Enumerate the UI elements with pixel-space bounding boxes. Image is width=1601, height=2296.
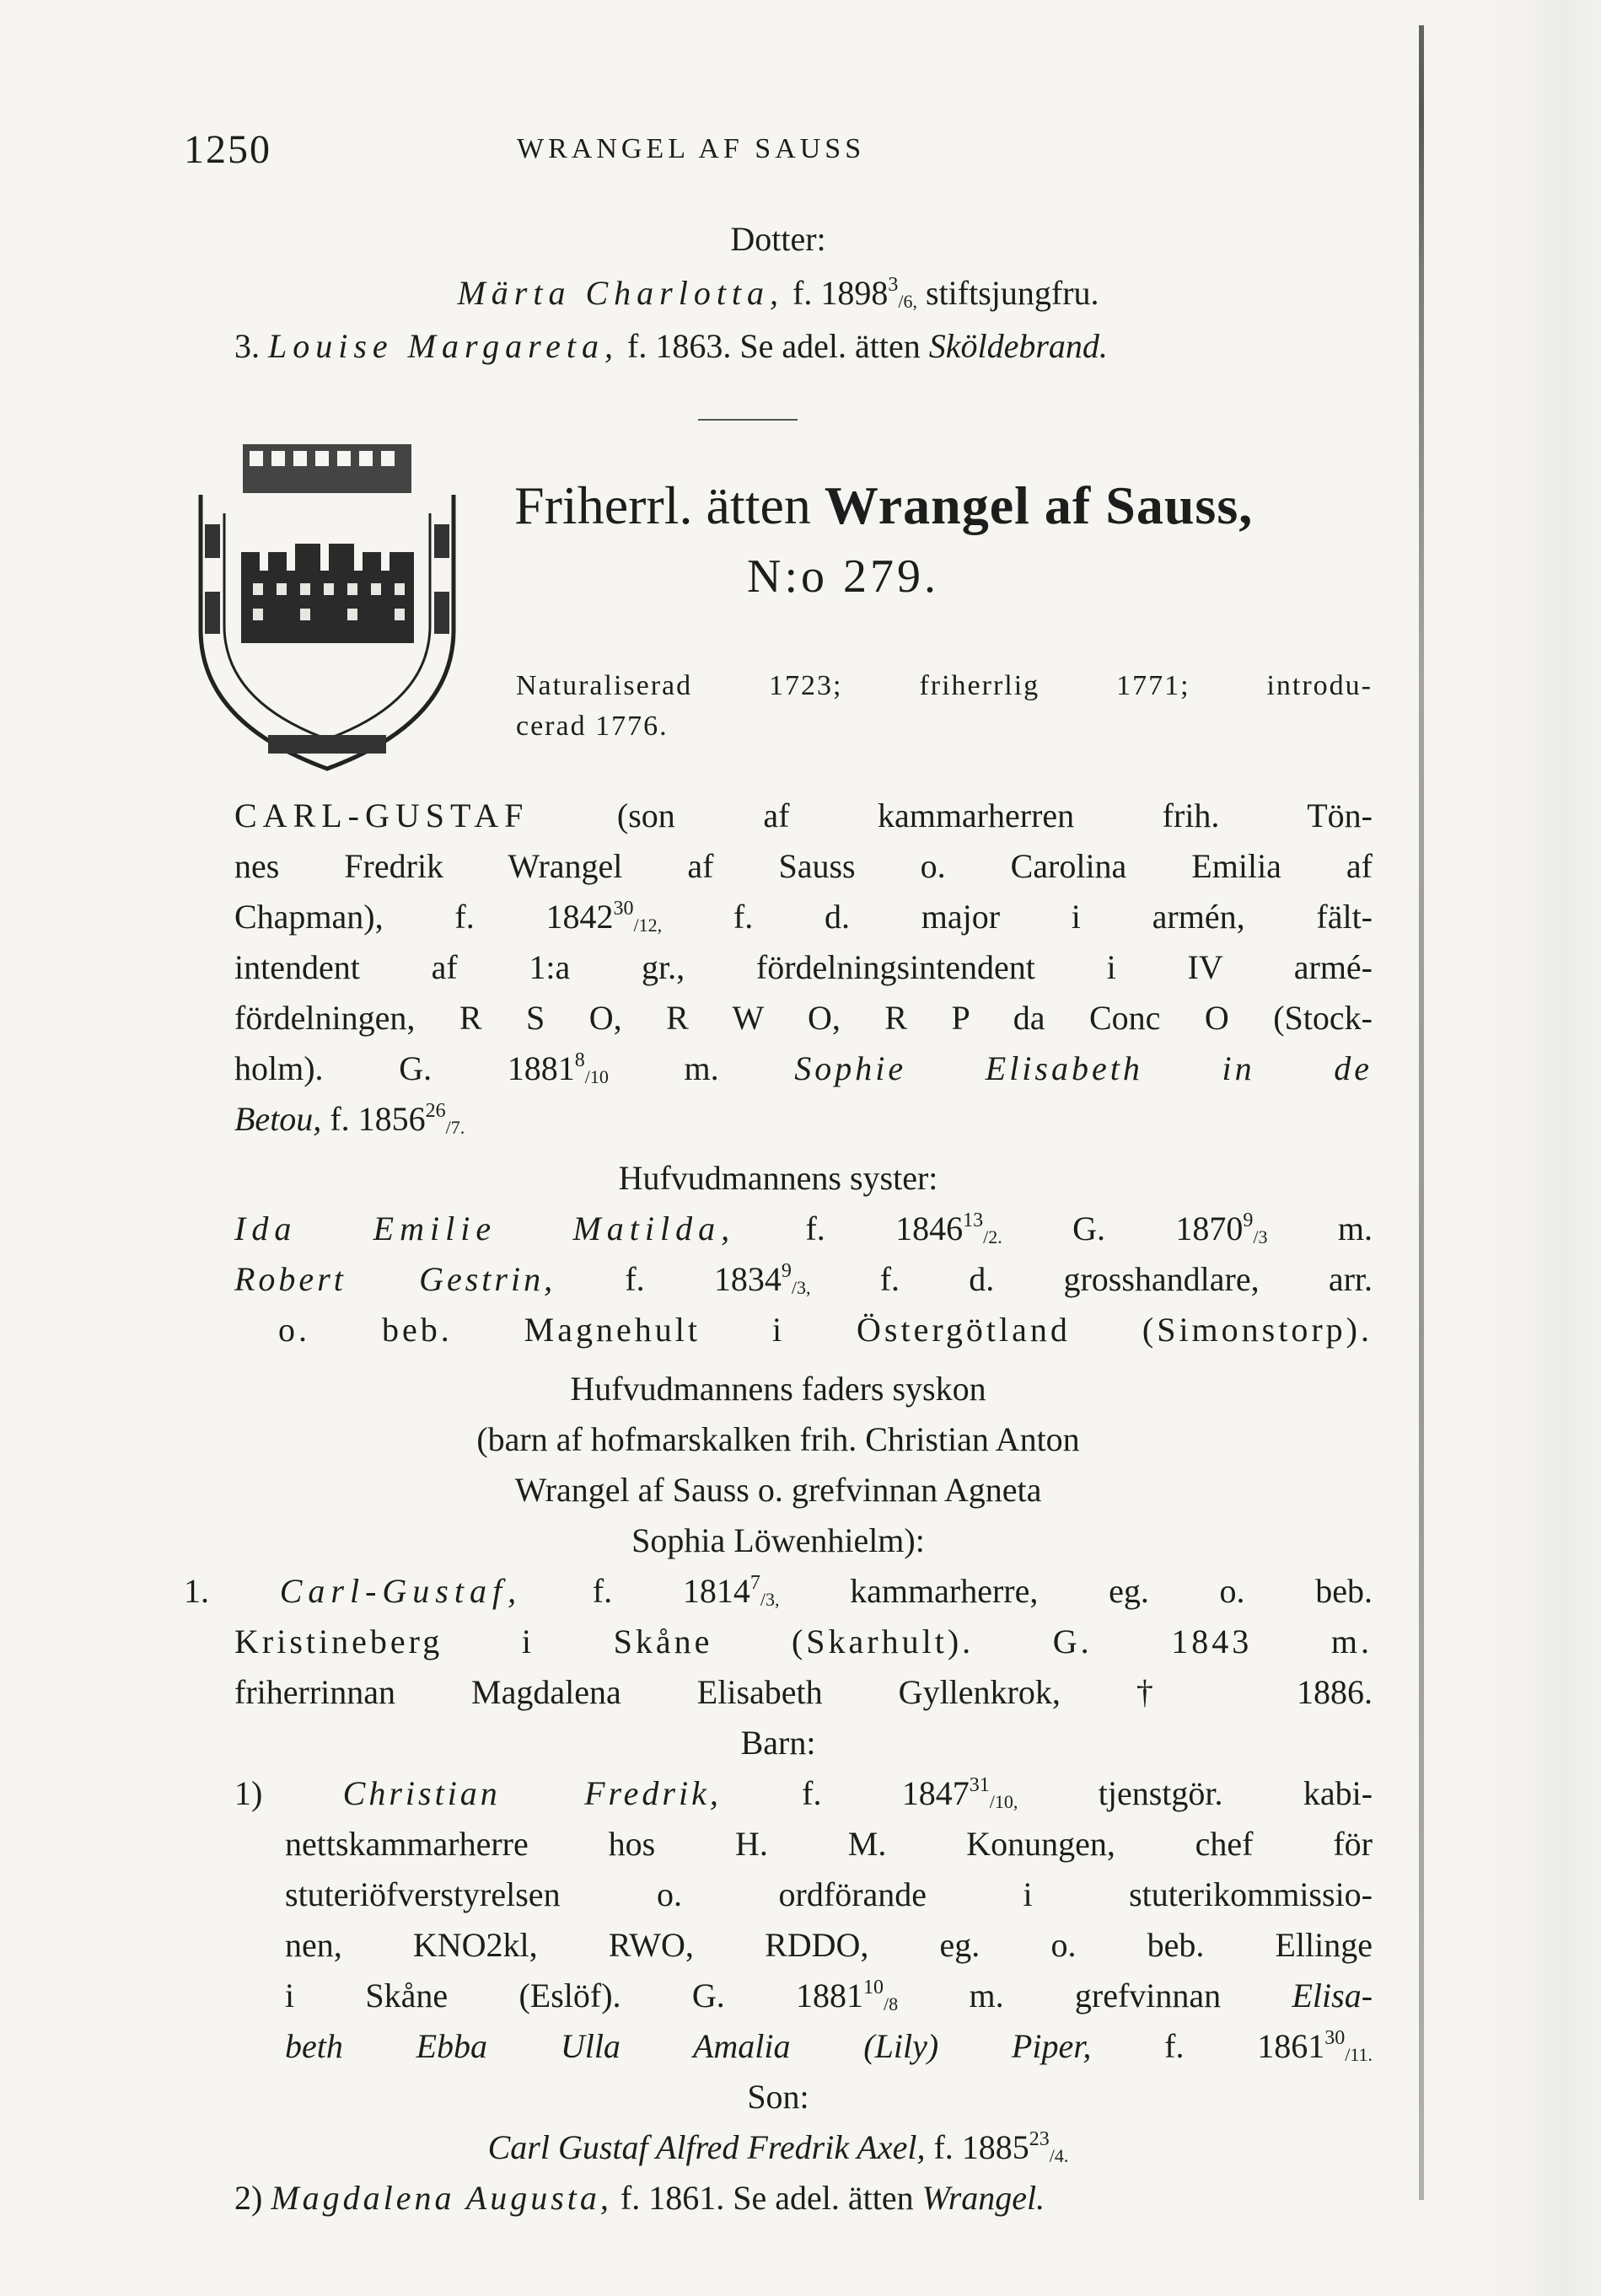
son-heading: Son: bbox=[747, 2078, 809, 2116]
section-divider bbox=[698, 419, 798, 421]
siblings-heading-3: Wrangel af Sauss o. grefvinnan Agneta bbox=[514, 1471, 1042, 1509]
person-name: Elisa- bbox=[1292, 1977, 1373, 2014]
child-1-line-6: beth Ebba Ulla Amalia (Lily) Piper, f. $1861^{30}_{/11.}$ bbox=[285, 2027, 1373, 2065]
entry-louise: 3. Louise Margareta, f. 1863. Se adel. ätten Sköldebrand. bbox=[234, 327, 1108, 365]
house-name: Wrangel. bbox=[921, 2179, 1045, 2217]
dotter-heading: Dotter: bbox=[730, 220, 826, 258]
family-number: N:o 279. bbox=[747, 550, 939, 603]
person-name: Carl Gustaf Alfred Fredrik Axel, bbox=[487, 2128, 926, 2166]
person-name: Betou, bbox=[234, 1100, 322, 1138]
main-entry-line-4: intendent af 1:a gr., fördelningsintendent i IV armé- bbox=[234, 948, 1373, 986]
siblings-heading-2: (barn af hofmarskalken frih. Christian Anton bbox=[476, 1420, 1080, 1458]
main-entry-line-3: Chapman), f. $1842^{30}_{/12,}$ f. d. major i armén, fält- bbox=[234, 898, 1373, 936]
person-name: Christian Fredrik, bbox=[342, 1774, 722, 1812]
child-1-line-5: i Skåne (Eslöf). G. $1881^{10}_{/8}$ m. grefvinnan Elisa- bbox=[285, 1977, 1373, 2014]
siblings-heading-4: Sophia Löwenhielm): bbox=[631, 1521, 925, 1559]
barn-heading: Barn: bbox=[740, 1724, 816, 1762]
person-name: Ida Emilie Matilda, bbox=[234, 1210, 736, 1247]
child-1-line-4: nen, KNO2kl, RWO, RDDO, eg. o. beb. Ellinge bbox=[285, 1926, 1373, 1964]
person-name: beth Ebba Ulla Amalia (Lily) Piper, bbox=[285, 2027, 1092, 2065]
naturalized-line-1: Naturaliserad 1723; friherrlig 1771; introdu- bbox=[516, 670, 1373, 701]
child-1-line-3: stuteriöfverstyrelsen o. ordförande i stuterikommissio- bbox=[285, 1875, 1373, 1913]
main-entry-line-1: CARL-GUSTAF (son af kammarherren frih. Tön- bbox=[234, 797, 1373, 834]
naturalized-line-2: cerad 1776. bbox=[516, 711, 669, 742]
child-2-line-1: 2) Magdalena Augusta, f. 1861. Se adel. ätten Wrangel. bbox=[234, 2179, 1045, 2217]
sister-line-2: Robert Gestrin, f. $1834^9_{/3,}$ f. d. grosshandlare, arr. bbox=[234, 1260, 1373, 1298]
page-header bbox=[184, 126, 1373, 177]
coat-of-arms-icon bbox=[184, 444, 470, 777]
main-entry-line-5: fördelningen, R S O, R W O, R P da Conc O (Stock- bbox=[234, 999, 1373, 1037]
child-1-line-1: 1) Christian Fredrik, f. $1847^{31}_{/10,}$ tjenstgör. kabi- bbox=[234, 1774, 1373, 1812]
binding-shadow-line bbox=[1419, 25, 1424, 2200]
person-name: Louise Margareta, bbox=[268, 327, 620, 365]
person-name: Sophie Elisabeth in de bbox=[794, 1049, 1373, 1087]
sibling-1-line-2: Kristineberg i Skåne (Skarhult). G. 1843 m. bbox=[234, 1623, 1373, 1660]
house-name: Sköldebrand. bbox=[928, 327, 1108, 365]
sister-line-1: Ida Emilie Matilda, f. $1846^{13}_{/2.}$ G. $1870^9_{/3}$ m. bbox=[234, 1210, 1373, 1247]
sibling-1-line-3: friherrinnan Magdalena Elisabeth Gyllenkrok, † 1886. bbox=[234, 1673, 1373, 1711]
son-entry: Carl Gustaf Alfred Fredrik Axel, f. $1885^{23}_{/4.}$ bbox=[487, 2128, 1069, 2166]
main-entry-line-7: Betou, f. $1856^{26}_{/7.}$ bbox=[234, 1100, 465, 1138]
family-title: Friherrl. ätten Wrangel af Sauss, bbox=[514, 475, 1254, 535]
running-title: WRANGEL AF SAUSS bbox=[517, 133, 866, 164]
sibling-1-line-1: 1. Carl-Gustaf, f. $1814^7_{/3,}$ kammarherre, eg. o. beb. bbox=[184, 1572, 1373, 1610]
child-1-line-2: nettskammarherre hos H. M. Konungen, chef för bbox=[285, 1825, 1373, 1863]
page-binding-edge bbox=[1408, 0, 1601, 2296]
person-name: Robert Gestrin, bbox=[234, 1260, 556, 1298]
person-name: CARL-GUSTAF bbox=[234, 797, 529, 834]
person-name: Magdalena Augusta, bbox=[271, 2179, 612, 2217]
siblings-heading-1: Hufvudmannens faders syskon bbox=[570, 1370, 986, 1408]
person-name: Carl-Gustaf, bbox=[279, 1572, 523, 1610]
sister-line-3: o. beb. Magnehult i Östergötland (Simonstorp). bbox=[278, 1311, 1373, 1349]
page-number: 1250 bbox=[184, 127, 271, 172]
entry-marta: Märta Charlotta, f. $1898^3_{/6,}$ stiftsjungfru. bbox=[457, 274, 1099, 312]
main-entry-line-2: nes Fredrik Wrangel af Sauss o. Carolina Emilia af bbox=[234, 847, 1373, 885]
person-name: Märta Charlotta, bbox=[457, 274, 785, 312]
sister-heading: Hufvudmannens syster: bbox=[618, 1159, 938, 1197]
main-entry-line-6: holm). G. $1881^8_{/10}$ m. Sophie Elisabeth in de bbox=[234, 1049, 1373, 1087]
